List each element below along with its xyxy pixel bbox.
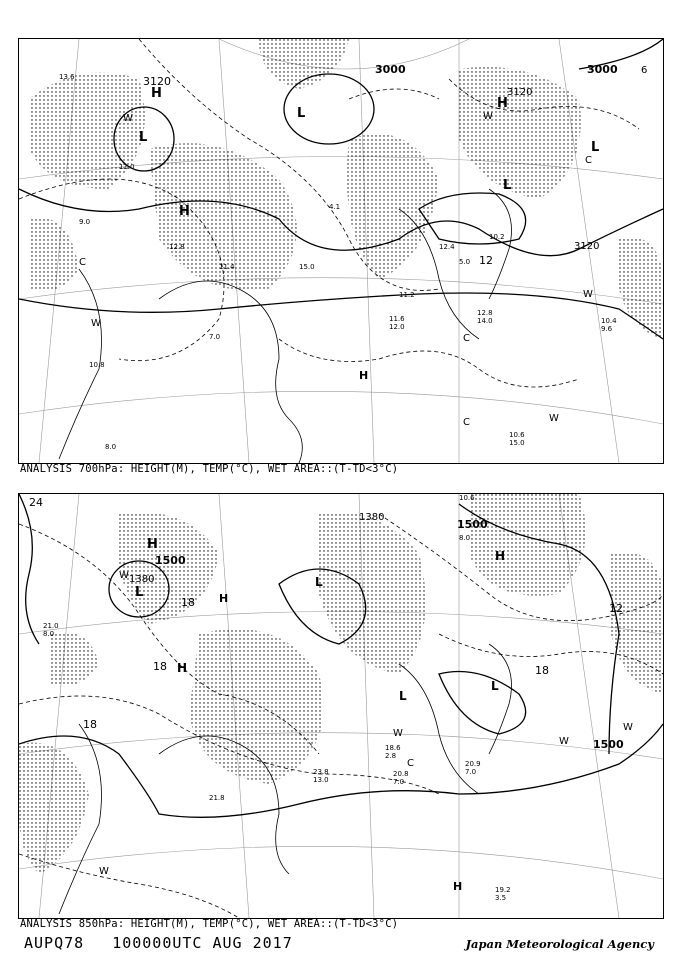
warm-marker: W <box>623 722 633 733</box>
contour-label: 18 <box>153 660 167 673</box>
contour-label: 3120 <box>574 241 600 252</box>
cold-marker: C <box>407 758 414 769</box>
station-value: 14.0 <box>477 317 493 325</box>
center-h-4: H <box>495 549 506 563</box>
chart-datetime: 100000UTC AUG 2017 <box>112 934 293 952</box>
station-value: 20.9 <box>465 760 481 768</box>
center-h-2: H <box>219 592 229 605</box>
contour-label: 18 <box>535 664 549 677</box>
contour-label: 12 <box>479 254 493 267</box>
warm-marker: W <box>393 728 403 739</box>
station-value: 8.0 <box>43 630 55 638</box>
warm-marker: W <box>91 318 101 329</box>
contour-label: 6 <box>641 65 648 76</box>
station-value: 23.8 <box>313 768 329 776</box>
center-h-1: H <box>147 537 158 552</box>
center-h-1: H <box>151 86 162 101</box>
contour-label: 1500 <box>155 554 186 567</box>
station-value: 8.0 <box>459 534 471 542</box>
station-value: 19.2 <box>495 886 511 894</box>
station-value: 21.0 <box>43 622 59 630</box>
station-value: 10.6 <box>459 494 475 502</box>
center-h-5: H <box>453 880 463 893</box>
warm-marker: W <box>119 570 129 581</box>
station-value: 13.0 <box>313 776 329 784</box>
contour-label: 1500 <box>457 518 488 531</box>
station-value: 20.8 <box>393 770 409 778</box>
station-value: 11.2 <box>399 291 415 299</box>
cold-marker: C <box>585 155 592 166</box>
station-value: 10.4 <box>601 317 617 325</box>
station-value: 11.6 <box>389 315 405 323</box>
warm-marker: W <box>549 413 559 424</box>
contour-label: 3120 <box>507 87 533 98</box>
station-value: 11.0 <box>119 163 135 171</box>
station-value: 12.4 <box>439 243 455 251</box>
map-panel-850hpa <box>18 493 664 919</box>
contour-label: 1380 <box>129 574 155 585</box>
center-l-4: L <box>503 178 512 193</box>
station-value: 4.1 <box>329 203 341 211</box>
station-value: 12.8 <box>169 243 185 251</box>
contour-label: 18 <box>181 596 195 609</box>
station-value: 10.8 <box>89 361 105 369</box>
map-850hpa-canvas <box>19 494 663 918</box>
contour-label: 24 <box>29 496 43 509</box>
station-value: 9.6 <box>601 325 613 333</box>
warm-marker: W <box>559 736 569 747</box>
contour-label: 3000 <box>587 63 618 76</box>
warm-marker: W <box>483 111 493 122</box>
station-value: 5.0 <box>459 258 471 266</box>
warm-marker: W <box>99 866 109 877</box>
station-value: 8.0 <box>105 443 117 451</box>
station-value: 21.8 <box>209 794 225 802</box>
station-value: 15.0 <box>299 263 315 271</box>
caption-700hpa: ANALYSIS 700hPa: HEIGHT(M), TEMP(°C), WET AREA::(T-TD<3°C) <box>20 463 399 475</box>
station-value: 10.6 <box>509 431 525 439</box>
chart-identifier <box>24 934 293 952</box>
station-value: 7.0 <box>393 778 405 786</box>
station-value: 18.6 <box>385 744 401 752</box>
center-l-4: L <box>491 679 499 693</box>
station-value: 7.0 <box>465 768 477 776</box>
contour-label: 3120 <box>143 75 171 88</box>
cold-marker: C <box>79 257 86 268</box>
center-l-1: L <box>139 130 148 145</box>
wet-areas <box>29 39 663 339</box>
map-panel-700hpa <box>18 38 664 464</box>
station-value: 12.0 <box>389 323 405 331</box>
center-l-2: L <box>315 575 323 589</box>
center-l-3: L <box>399 689 407 703</box>
chart-code: AUPQ78 <box>24 934 85 952</box>
center-l-2: L <box>297 106 306 121</box>
center-h-4: H <box>359 369 369 382</box>
wet-areas <box>19 494 663 874</box>
warm-marker: W <box>583 289 593 300</box>
station-value: 11.4 <box>219 263 235 271</box>
contour-label: 1500 <box>593 738 624 751</box>
contour-label: 1380 <box>359 512 385 523</box>
station-value: 13.6 <box>59 73 75 81</box>
station-value: 2.8 <box>385 752 397 760</box>
cold-marker: C <box>463 417 470 428</box>
warm-marker: W <box>123 113 133 124</box>
map-700hpa-canvas <box>19 39 663 463</box>
station-value: 9.0 <box>79 218 91 226</box>
contour-label: 3000 <box>375 63 406 76</box>
center-l-1: L <box>135 585 144 600</box>
center-h-3: H <box>177 661 188 675</box>
center-h-2: H <box>179 204 190 219</box>
center-l-3: L <box>591 140 600 155</box>
agency-credit: Japan Meteorological Agency <box>465 937 654 951</box>
station-value: 3.5 <box>495 894 507 902</box>
contour-label: 12 <box>609 602 623 615</box>
station-value: 10.2 <box>489 233 505 241</box>
station-value: 7.0 <box>209 333 221 341</box>
station-value: 15.0 <box>509 439 525 447</box>
caption-850hpa: ANALYSIS 850hPa: HEIGHT(M), TEMP(°C), WET AREA::(T-TD<3°C) <box>20 918 399 930</box>
contour-label: 18 <box>83 718 97 731</box>
station-value: 12.8 <box>477 309 493 317</box>
cold-marker: C <box>463 333 470 344</box>
center-h-3: H <box>497 96 508 111</box>
